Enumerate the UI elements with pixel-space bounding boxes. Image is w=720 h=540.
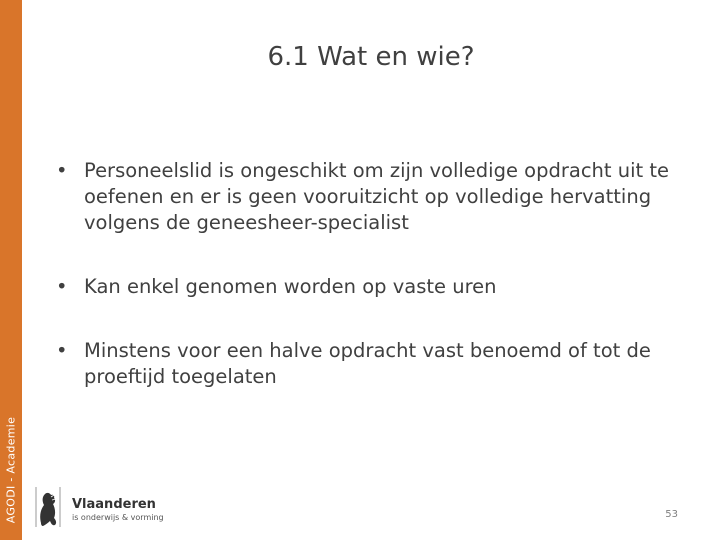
bullet-marker: •: [56, 275, 68, 298]
bullet-text: Personeelslid is ongeschikt om zijn volledige opdracht uit te oefenen en er is geen vooruitzicht op volledige hervatting volgens de geneesheer-specialist: [84, 159, 670, 234]
bullet-marker: •: [56, 159, 68, 182]
bullet-list: [56, 158, 706, 390]
bullet-text: Minstens voor een halve opdracht vast benoemd of tot de proeftijd toegelaten: [84, 339, 651, 388]
bullet-item: [56, 338, 706, 390]
bullet-item: [56, 274, 706, 300]
logo-name: Vlaanderen: [72, 497, 156, 512]
side-bar: [0, 0, 22, 540]
side-bar-label: AGODI - Academie: [4, 416, 18, 524]
vlaanderen-logo: [32, 485, 202, 533]
page-number: 53: [665, 509, 678, 520]
flemish-lion-logo-icon: [32, 485, 64, 533]
bullet-item: [56, 158, 706, 236]
bullet-marker: •: [56, 339, 68, 362]
bullet-text: Kan enkel genomen worden op vaste uren: [84, 275, 497, 298]
slide-title: 6.1 Wat en wie?: [267, 42, 475, 72]
logo-subtitle: is onderwijs & vorming: [72, 513, 164, 522]
